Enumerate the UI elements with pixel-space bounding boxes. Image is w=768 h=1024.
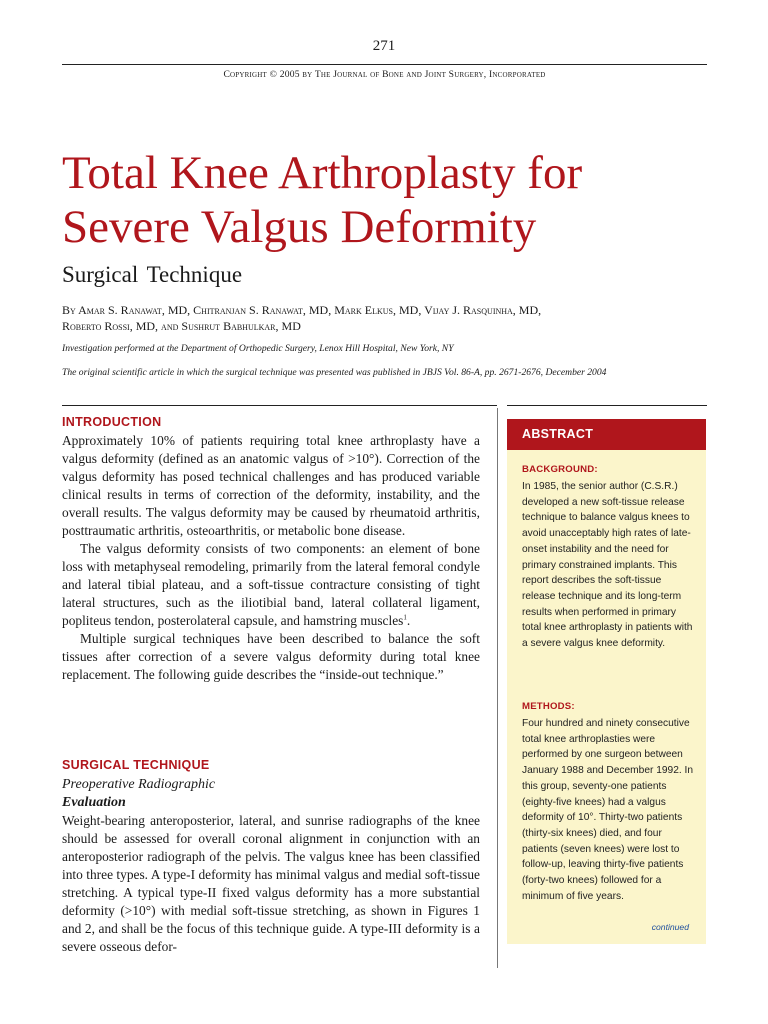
intro-paragraph-2-end: .	[406, 613, 411, 628]
page-number: 271	[372, 38, 396, 54]
original-article-note: The original scientific article in which the surgical technique was presented was published in JBJS Vol. 86-A, pp. 2671-2676, December 2004	[62, 367, 607, 378]
title-line-1: Total Knee Arthroplasty for	[62, 147, 583, 199]
intro-paragraph-2-text: The valgus deformity consists of two components: an element of bone loss with metaphyseal remodeling, primarily from the lateral femoral condyle and lateral tibial plateau, and a soft-tissue contracture consisting of tight lateral structures, such as the iliotibial band, lateral collateral ligament, popliteus tendon, posterolateral capsule, and hamstring muscles	[62, 541, 480, 628]
article-subtitle: Surgical Technique	[62, 262, 243, 287]
continued-link[interactable]: continued	[651, 922, 689, 932]
preoperative-subheading: Preoperative Radiographic	[62, 777, 216, 792]
methods-text: Four hundred and ninety consecutive total knee arthroplasties were performed by one surgeon between January 1988 and December 1992. In this group, seventy-one patients (eighty-five knees) had a valgus deformity of 10°. Thirty-two patients (thirty-six knees) died, and four patients (seven knees) were lost to follow-up, leaving thirty-five patients (forty-two knees) followed for a minimum of five years.	[522, 718, 694, 902]
surgical-technique-body	[62, 812, 480, 956]
abstract-title: ABSTRACT	[522, 427, 594, 441]
intro-paragraph-1: Approximately 10% of patients requiring total knee arthroplasty have a valgus deformity (defined as an anatomic valgus of >10°). Correction of the valgus deformity has posed technical challenges and has produced variable clinical results in terms of correction of the deformity, instability, and the overall results. The valgus deformity may be caused by rheumatoid arthritis, posttraumatic arthritis, osteoarthritis, or metabolic bone disease.	[62, 433, 480, 538]
intro-paragraph-3: Multiple surgical techniques have been described to balance the soft tissues after correction of a severe valgus deformity during total knee replacement. The following guide describes the “inside-out technique.”	[62, 631, 480, 682]
introduction-heading: INTRODUCTION	[62, 415, 162, 429]
evaluation-subheading: Evaluation	[62, 795, 126, 810]
surgical-technique-heading: SURGICAL TECHNIQUE	[62, 758, 210, 772]
authors-line-1: By Amar S. Ranawat, MD, Chitranjan S. Ranawat, MD, Mark Elkus, MD, Vijay J. Rasquinha, MD,	[62, 303, 542, 317]
background-text: In 1985, the senior author (C.S.R.) developed a new soft-tissue release technique to balance valgus knees to avoid unacceptably high rates of late-onset instability and the need for primary constrained implants. This report describes the soft-tissue release technique and its long-term results when performed in primary total knee arthroplasty in patients with a severe valgus knee deformity.	[522, 481, 693, 650]
methods-heading: METHODS:	[522, 701, 575, 712]
authors-line-2: Roberto Rossi, MD, and Sushrut Babhulkar, MD	[62, 319, 301, 333]
background-heading: BACKGROUND:	[522, 464, 598, 475]
article-title	[62, 146, 722, 254]
author-list	[62, 302, 702, 334]
header-rule	[62, 64, 707, 65]
right-column-rule	[507, 405, 707, 406]
introduction-body	[62, 432, 480, 684]
column-divider	[497, 408, 498, 968]
surgical-paragraph-1: Weight-bearing anteroposterior, lateral, and sunrise radiographs of the knee should be assessed for overall coronal alignment in conjunction with an anteroposterior radiograph of the pelvis. The valgus knee has been classified into three types. A type-I deformity has minimal valgus and medial soft-tissue stretching. A typical type-II fixed valgus deformity has a more substantial deformity (>10°) with medial soft-tissue stretching, as shown in Figures 1 and 2, and shall be the focus of this technique guide. A type-III deformity is a severe osseous defor-	[62, 813, 480, 954]
title-line-2: Severe Valgus Deformity	[62, 201, 537, 253]
copyright-line: Copyright © 2005 by The Journal of Bone and Joint Surgery, Incorporated	[223, 69, 546, 80]
left-column-rule	[62, 405, 497, 406]
investigation-note: Investigation performed at the Department of Orthopedic Surgery, Lenox Hill Hospital, New York, NY	[62, 343, 454, 354]
reference-marker: 1	[403, 613, 407, 622]
intro-paragraph-2	[62, 540, 480, 630]
